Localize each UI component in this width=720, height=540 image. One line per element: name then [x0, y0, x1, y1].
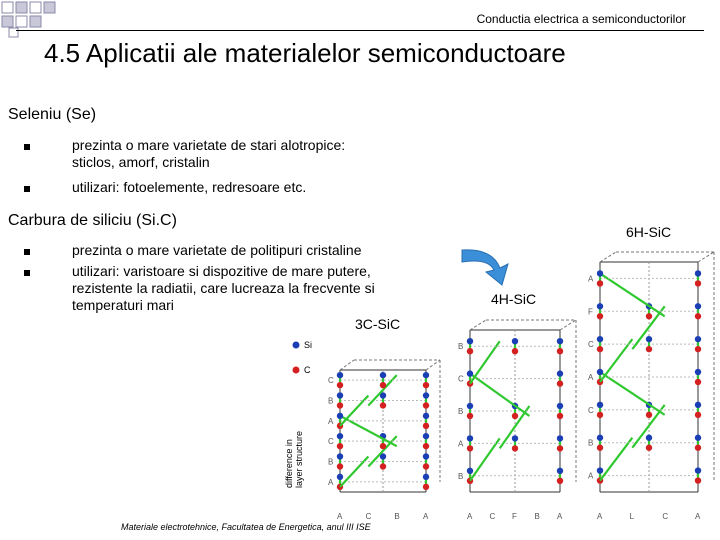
structure-3c-c-atom: [380, 463, 386, 469]
structure-6h-c-atom: [597, 280, 603, 286]
bullet-marker: [24, 270, 30, 276]
label-4h-sic: 4H-SiC: [491, 291, 537, 307]
structure-4h-si-atom: [557, 403, 563, 409]
structure-3c-bottom-label: A: [337, 512, 343, 521]
structure-6h-c-atom: [597, 412, 603, 418]
structure-4h-c-atom: [557, 348, 563, 354]
structure-3c-si-atom: [423, 392, 429, 398]
structure-3c-bottom-label: B: [394, 512, 400, 521]
structure-6h-layer-label: A: [588, 471, 594, 481]
bullet-text: utilizari: fotoelemente, redresoare etc.: [72, 179, 307, 195]
structure-4h-si-atom: [557, 468, 563, 474]
structure-4h-si-atom: [512, 435, 518, 441]
structure-3c-frame: [426, 360, 440, 370]
structure-3c-si-atom: [337, 413, 343, 419]
section-heading-sic: Carbura de siliciu (Si.C): [8, 212, 177, 229]
structure-6h-c-atom: [646, 346, 652, 352]
curved-arrow-icon: [462, 250, 508, 285]
legend-c-label: C: [304, 365, 311, 375]
structure-3c-si-atom: [423, 453, 429, 459]
structure-6h-si-atom: [597, 467, 603, 473]
structure-6h-si-atom: [695, 402, 701, 408]
structure-4h-layer-label: B: [458, 407, 464, 416]
structure-4h-layer-label: A: [458, 439, 464, 449]
structure-3c-si-atom: [423, 413, 429, 419]
structure-6h-si-atom: [597, 270, 603, 276]
structure-6h-bond: [600, 273, 665, 316]
structure-6h-bond: [600, 339, 632, 382]
bullet-text: utilizari: varistoare si dispozitive de mare putere, rezistente la radiatii, care lucreaza la frecvente si temperaturi mari: [72, 263, 375, 313]
structure-6h-c-atom: [597, 445, 603, 451]
structure-4h-frame: [470, 320, 486, 330]
bullet-marker: [24, 144, 30, 150]
structure-3c-c-atom: [337, 402, 343, 408]
structure-3c-c-atom: [380, 382, 386, 388]
structure-3c-c-atom: [337, 382, 343, 388]
structure-4h-bond: [470, 438, 500, 480]
structure-6h-bottom-label: A: [695, 512, 701, 521]
structure-3c-si-atom: [337, 474, 343, 480]
structure-3c-c-atom: [423, 402, 429, 408]
structure-4h-si-atom: [467, 370, 473, 376]
structure-4h-c-atom: [557, 445, 563, 451]
structure-6h-si-atom: [597, 369, 603, 375]
structure-4h-bond: [470, 374, 529, 416]
structure-3c-layer-label: B: [328, 396, 334, 406]
structure-6h-layer-label: B: [588, 438, 594, 448]
structure-4h-si-atom: [557, 338, 563, 344]
structure-6h-c-atom: [695, 280, 701, 286]
header-rule: [16, 30, 704, 31]
corner-decoration: [0, 0, 60, 40]
structure-4h-si-atom: [557, 435, 563, 441]
structure-3c-c-atom: [423, 443, 429, 449]
structure-3c-c-atom: [423, 484, 429, 490]
sic-polytype-diagram: [280, 240, 720, 525]
structure-3c-c-atom: [337, 463, 343, 469]
structure-6h-layer-label: C: [588, 340, 594, 350]
structure-6h-layer-label: A: [588, 274, 594, 284]
structure-6h-si-atom: [597, 336, 603, 342]
slide-title: 4.5 Aplicatii ale materialelor semiconductoare: [44, 38, 566, 68]
structure-3c-si-atom: [337, 392, 343, 398]
structure-4h-c-atom: [467, 445, 473, 451]
structure-6h-bottom-label: C: [662, 512, 669, 521]
structure-3c-c-atom: [380, 443, 386, 449]
structure-6h-frame: [698, 252, 714, 262]
label-6h-sic: 6H-SiC: [626, 224, 672, 240]
structure-4h-si-atom: [467, 338, 473, 344]
structure-4h-si-atom: [467, 468, 473, 474]
structure-3c-si-atom: [337, 433, 343, 439]
structure-4h-c-atom: [512, 348, 518, 354]
structure-3c-bottom-label: A: [423, 512, 429, 521]
structure-3c-frame: [340, 360, 354, 370]
legend-si-dot: [293, 342, 300, 349]
footer-text: Materiale electrotehnice, Facultatea de Energetica, anul III ISE: [121, 522, 371, 532]
structure-6h-bottom-label: A: [597, 512, 603, 521]
structure-6h-si-atom: [695, 270, 701, 276]
structure-3c-si-atom: [337, 372, 343, 378]
structure-6h-si-atom: [646, 435, 652, 441]
structure-3c-c-atom: [423, 423, 429, 429]
structure-6h-si-atom: [695, 467, 701, 473]
structure-3c-c-atom: [337, 443, 343, 449]
structure-4h-si-atom: [467, 435, 473, 441]
structure-4h-frame: [560, 320, 576, 330]
structure-6h-si-atom: [646, 336, 652, 342]
structure-3c-si-atom: [423, 433, 429, 439]
structure-6h-c-atom: [597, 313, 603, 319]
structure-6h-si-atom: [695, 303, 701, 309]
structure-4h-layer-label: B: [458, 342, 464, 352]
structure-4h-bond: [470, 341, 500, 383]
structure-4h-bottom-label: C: [489, 512, 496, 521]
structure-6h-bond: [600, 372, 665, 415]
structure-6h-c-atom: [646, 412, 652, 418]
bullet-marker: [24, 186, 30, 192]
axis-label-line2: layer structure: [294, 430, 304, 488]
legend-si-label: Si: [304, 340, 313, 350]
structure-6h-c-atom: [695, 412, 701, 418]
structure-4h-c-atom: [557, 380, 563, 386]
structure-6h-frame: [600, 252, 616, 262]
section-heading-selenium: Seleniu (Se): [8, 106, 97, 123]
structure-3c-layer-label: B: [328, 457, 334, 467]
structure-6h-si-atom: [695, 435, 701, 441]
structure-6h-si-atom: [695, 369, 701, 375]
structure-4h-layer-label: C: [458, 374, 464, 384]
structure-6h-layer-label: A: [588, 373, 594, 382]
structure-4h-bottom-label: F: [512, 512, 517, 521]
structure-6h-layer-label: C: [588, 405, 594, 415]
structure-4h-c-atom: [557, 478, 563, 484]
structure-4h-si-atom: [557, 370, 563, 376]
structure-6h-c-atom: [695, 477, 701, 483]
label-3c-sic: 3C-SiC: [355, 316, 401, 332]
structure-6h-si-atom: [597, 435, 603, 441]
structure-4h-c-atom: [557, 413, 563, 419]
structure-6h-si-atom: [695, 336, 701, 342]
structure-6h-bottom-label: L: [629, 512, 635, 521]
structure-4h-bottom-label: A: [557, 512, 563, 521]
structure-3c-layer-label: A: [328, 477, 334, 487]
structure-3c-layer-label: C: [328, 437, 334, 447]
structure-3c-si-atom: [337, 453, 343, 459]
structure-4h-layer-label: B: [458, 471, 464, 481]
structure-3c-c-atom: [423, 382, 429, 388]
structure-4h-bottom-label: A: [467, 512, 473, 521]
structure-6h-si-atom: [597, 303, 603, 309]
structure-6h-c-atom: [646, 445, 652, 451]
structure-6h-c-atom: [695, 346, 701, 352]
structure-3c-c-atom: [380, 402, 386, 408]
structure-4h-si-atom: [512, 338, 518, 344]
legend-c-dot: [293, 367, 300, 374]
structure-3c-layer-label: C: [328, 376, 334, 386]
running-title: Conductia electrica a semiconductorilor: [476, 12, 686, 26]
structure-3c-si-atom: [423, 372, 429, 378]
structure-3c-si-atom: [380, 372, 386, 378]
structure-4h-c-atom: [467, 348, 473, 354]
structure-6h-bond: [600, 438, 632, 481]
bullet-text: prezinta o mare varietate de stari alotropice: sticlos, amorf, cristalin: [72, 137, 346, 170]
structure-6h-c-atom: [695, 445, 701, 451]
structure-6h-c-atom: [597, 346, 603, 352]
structure-3c-bottom-label: C: [365, 512, 372, 521]
bullet-text: prezinta o mare varietate de politipuri cristaline: [72, 242, 362, 258]
structure-3c-c-atom: [423, 463, 429, 469]
axis-label-line1: difference in: [284, 439, 294, 488]
structure-6h-c-atom: [646, 313, 652, 319]
structure-3c-si-atom: [423, 474, 429, 480]
structure-4h-c-atom: [512, 413, 518, 419]
structure-6h-c-atom: [695, 313, 701, 319]
bullet-marker: [24, 249, 30, 255]
structure-6h-layer-label: F: [588, 307, 593, 317]
structure-4h-c-atom: [512, 445, 518, 451]
structure-6h-c-atom: [695, 379, 701, 385]
structure-6h-si-atom: [597, 402, 603, 408]
structure-4h-si-atom: [467, 403, 473, 409]
structure-4h-c-atom: [467, 413, 473, 419]
structure-3c-layer-label: A: [328, 416, 334, 426]
structure-4h-bottom-label: B: [534, 512, 540, 521]
